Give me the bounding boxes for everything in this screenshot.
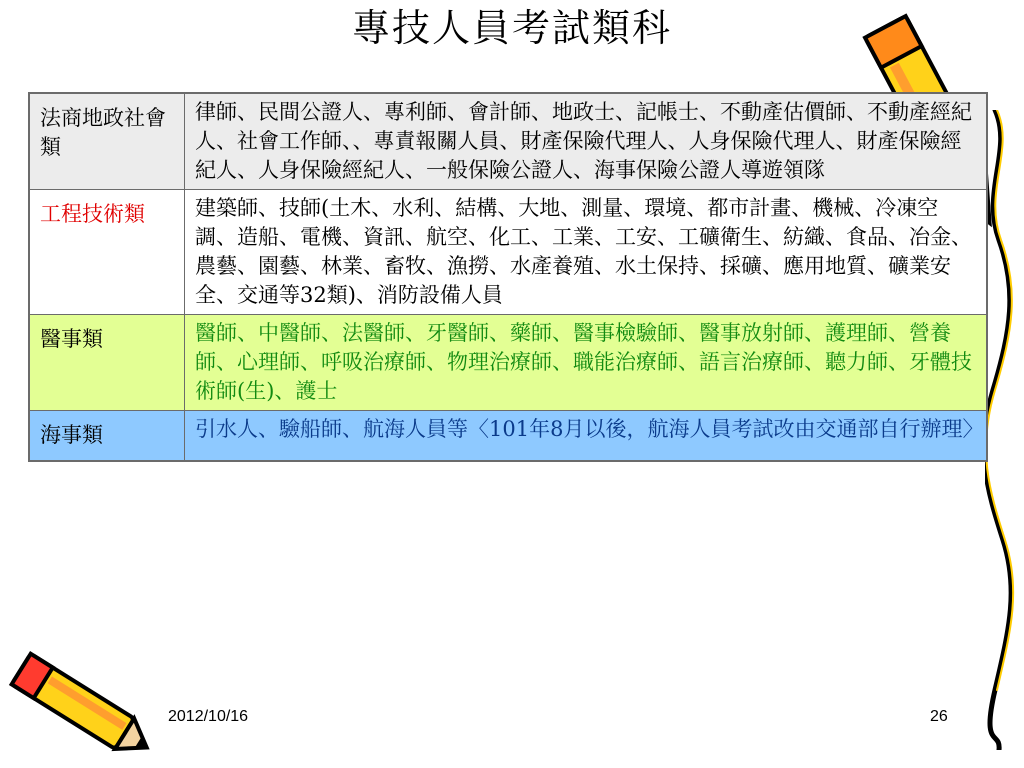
table-row (29, 411, 987, 462)
decorative-squiggle (985, 110, 1015, 750)
footer-date: 2012/10/16 (168, 708, 249, 725)
category-cell: 法商地政社會類 (29, 93, 185, 190)
table-row (29, 315, 987, 411)
category-cell: 工程技術類 (29, 190, 185, 315)
content-cell: 建築師、技師(土木、水利、結構、大地、測量、環境、都市計畫、機械、冷凍空調、造船、電機、資訊、航空、化工、工業、工安、工礦衛生、紡織、食品、冶金、農藝、園藝、林業、畜牧、漁撈、水產養殖、水土保持、採礦、應用地質、礦業安全、交通等32類)、消防設備人員 (185, 190, 988, 315)
table-row (29, 93, 987, 190)
exam-category-table (28, 92, 988, 462)
page-number: 26 (930, 708, 948, 725)
slide-title: 專技人員考試類科 (351, 6, 672, 50)
table-row (29, 190, 987, 315)
content-cell: 律師、民間公證人、專利師、會計師、地政士、記帳士、不動產估價師、不動產經紀人、社會工作師、、專責報關人員、財產保險代理人、人身保險代理人、財產保險經紀人、人身保險經紀人、一般保險公證人、海事保險公證人導遊領隊 (185, 93, 988, 190)
content-cell: 引水人、驗船師、航海人員等〈101年8月以後，航海人員考試改由交通部自行辦理〉 (185, 411, 988, 462)
content-cell: 醫師、中醫師、法醫師、牙醫師、藥師、醫事檢驗師、醫事放射師、護理師、營養師、心理師、呼吸治療師、物理治療師、職能治療師、語言治療師、聽力師、牙體技術師(生)、護士 (185, 315, 988, 411)
category-cell: 醫事類 (29, 315, 185, 411)
pencil-icon (0, 650, 160, 765)
category-cell: 海事類 (29, 411, 185, 462)
